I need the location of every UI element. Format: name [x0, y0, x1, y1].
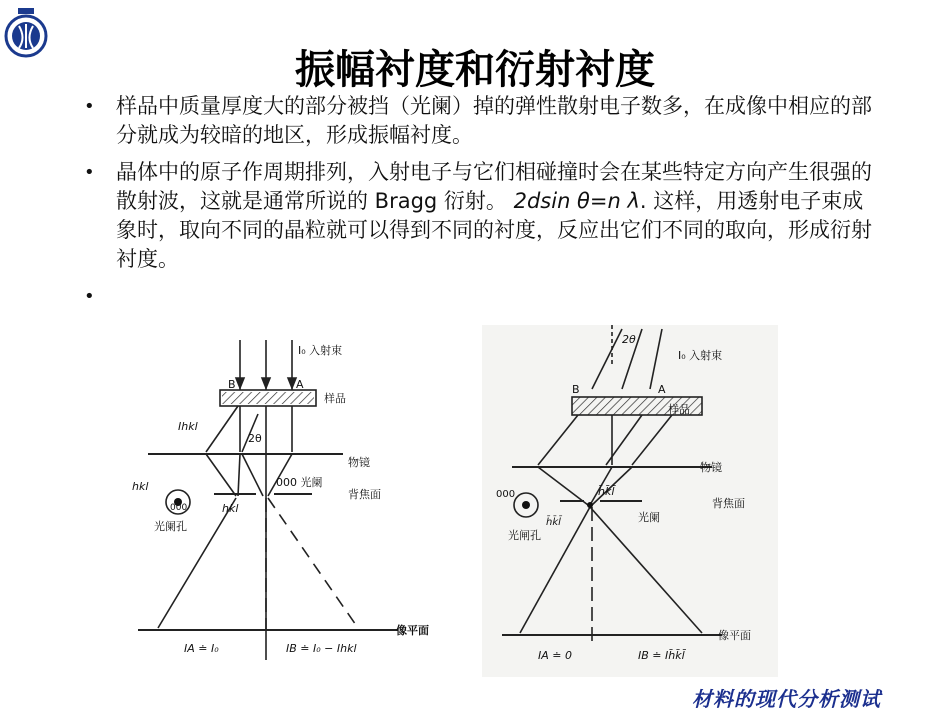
angle-label: 2θ	[248, 432, 262, 445]
label-a: A	[296, 378, 304, 391]
back-focal-label: 背焦面	[348, 488, 381, 501]
page-title: 振幅衬度和衍射衬度	[295, 47, 655, 93]
bullet-text: 样品中质量厚度大的部分被挡（光阑）掉的弹性散射电子数多，在成像中相应的部分就成为较暗的地区，形成振幅衬度。	[116, 94, 872, 147]
ia-equation: IA ≐ 0	[538, 649, 572, 662]
objective-label: 物镜	[700, 461, 722, 474]
ib-equation: IB ≐ Ih̄k̄l̄	[638, 649, 685, 662]
objective-label: 物镜	[348, 456, 370, 469]
footer-course-title: 材料的现代分析测试	[692, 687, 881, 711]
sample-label: 样品	[324, 392, 346, 405]
aperture-hole-label: 光阑孔	[154, 520, 187, 533]
label-a: A	[658, 383, 666, 396]
sample-label: 样品	[668, 403, 690, 416]
hkl-left-label: hkl	[132, 480, 149, 493]
ia-equation: IA ≐ I₀	[184, 642, 219, 655]
ihkl-label: Ihkl	[178, 420, 198, 433]
aperture-label: 000 光阑	[276, 476, 323, 489]
incident-label: I₀ 入射束	[678, 349, 723, 362]
angle-label: 2θ	[622, 333, 636, 346]
label-b: B	[228, 378, 236, 391]
ib-equation: IB ≐ I₀ − Ihkl	[286, 642, 357, 655]
hkl-bar2-label: h̄k̄l̄	[546, 517, 561, 528]
bright-field-diagram	[118, 330, 440, 682]
bullet-item	[84, 158, 884, 274]
label-b: B	[572, 383, 580, 396]
bullet-dot: •	[84, 96, 95, 117]
back-focal-label: 背焦面	[712, 497, 745, 510]
bullet-text: . 这样，用透射电子束成象时，取向不同的晶粒就可以得到不同的衬度，反应出它们不同的取向，形成衍射衬度。	[116, 189, 872, 271]
hkl-bar-label: h̄k̄l̄	[598, 485, 615, 498]
bullet-item	[84, 92, 884, 150]
aperture-hole-label: 光闸孔	[508, 529, 541, 542]
image-plane-label: 像平面	[396, 624, 429, 637]
incident-label: I₀ 入射束	[298, 344, 343, 357]
image-plane-label: 像平面	[718, 629, 751, 642]
dark-field-diagram	[482, 325, 778, 677]
hkl-label: hkl	[222, 502, 239, 515]
bragg-formula: 2dsin θ=n λ	[513, 189, 640, 213]
bullet-text: 晶体中的原子作周期排列，入射电子与它们相碰撞时会在某些特定方向产生很强的散射波，这就是通常所说的 Bragg 衍射。	[116, 160, 872, 213]
zero-label: 000	[170, 503, 188, 513]
bullet-item-empty	[84, 282, 884, 311]
zero-label: 000	[496, 489, 516, 500]
bullet-dot: •	[84, 286, 95, 307]
bullet-dot: •	[84, 162, 95, 183]
aperture-label: 光阑	[638, 511, 660, 524]
bullet-list	[84, 92, 884, 319]
